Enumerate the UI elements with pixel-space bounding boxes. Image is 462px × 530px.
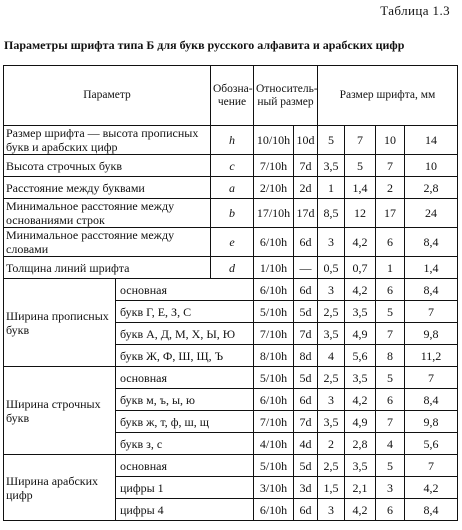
font-size-value: 1	[318, 177, 345, 199]
font-size-value: 4,2	[345, 499, 376, 521]
sub-parameter-name: цифры 4	[116, 499, 254, 521]
relative-size-h: 17/10h	[254, 199, 294, 228]
designation-symbol: d	[211, 257, 254, 279]
header-row	[4, 66, 458, 126]
header-designation: Обозна-чение	[211, 66, 254, 126]
font-size-value: 1,5	[318, 477, 345, 499]
parameter-name: Минимальное расстояние между словами	[4, 228, 211, 257]
table-row	[4, 279, 458, 301]
designation-symbol: e	[211, 228, 254, 257]
font-size-value: 6	[376, 279, 405, 301]
font-size-value: 11,2	[405, 345, 458, 367]
group-name: Ширина прописных букв	[4, 279, 116, 367]
font-size-value: 3,5	[345, 367, 376, 389]
table-row	[4, 367, 458, 389]
parameter-name: Размер шрифта — высота прописных букв и арабских цифр	[4, 126, 211, 155]
relative-size-h: 7/10h	[254, 155, 294, 177]
font-size-value: 7	[405, 455, 458, 477]
font-size-value: 8	[376, 345, 405, 367]
font-size-value: 12	[345, 199, 376, 228]
font-size-value: 8,4	[405, 279, 458, 301]
group-name: Ширина арабских цифр	[4, 455, 116, 521]
relative-size-h: 7/10h	[254, 411, 294, 433]
font-size-value: 8,4	[405, 499, 458, 521]
relative-size-d: 6d	[294, 389, 318, 411]
table-number: Таблица 1.3	[380, 3, 450, 18]
font-size-value: 3	[376, 477, 405, 499]
designation-symbol: b	[211, 199, 254, 228]
font-size-value: 1	[376, 257, 405, 279]
font-size-value: 6	[376, 389, 405, 411]
font-size-value: 14	[405, 126, 458, 155]
font-size-value: 3,5	[345, 301, 376, 323]
header-parameter: Параметр	[4, 66, 211, 126]
font-size-value: 4,9	[345, 411, 376, 433]
relative-size-h: 10/10h	[254, 126, 294, 155]
font-size-value: 4,2	[345, 228, 376, 257]
font-size-value: 4,9	[345, 323, 376, 345]
font-size-value: 3,5	[318, 411, 345, 433]
font-size-value: 10	[376, 126, 405, 155]
font-size-value: 0,7	[345, 257, 376, 279]
relative-size-d: 4d	[294, 433, 318, 455]
relative-size-d: —	[294, 257, 318, 279]
font-size-value: 1,4	[405, 257, 458, 279]
sub-parameter-name: букв ж, т, ф, ш, щ	[116, 411, 254, 433]
font-size-value: 2,5	[318, 455, 345, 477]
relative-size-d: 3d	[294, 477, 318, 499]
parameter-name: Толщина линий шрифта	[4, 257, 211, 279]
relative-size-d: 17d	[294, 199, 318, 228]
relative-size-h: 3/10h	[254, 477, 294, 499]
parameter-name: Высота строчных букв	[4, 155, 211, 177]
font-size-value: 2,1	[345, 477, 376, 499]
table-row	[4, 177, 458, 199]
font-size-value: 4	[376, 433, 405, 455]
font-size-value: 9,8	[405, 411, 458, 433]
relative-size-h: 7/10h	[254, 323, 294, 345]
font-size-value: 4,2	[405, 477, 458, 499]
font-size-value: 2,5	[318, 367, 345, 389]
relative-size-d: 2d	[294, 177, 318, 199]
table-row	[4, 228, 458, 257]
parameter-name: Расстояние между буквами	[4, 177, 211, 199]
font-size-value: 6	[376, 499, 405, 521]
group-name: Ширина строчных букв	[4, 367, 116, 455]
font-size-value: 4,2	[345, 279, 376, 301]
relative-size-d: 6d	[294, 499, 318, 521]
font-size-value: 2,5	[318, 301, 345, 323]
table-row	[4, 455, 458, 477]
font-size-value: 7	[376, 323, 405, 345]
font-size-value: 4	[318, 345, 345, 367]
relative-size-h: 1/10h	[254, 257, 294, 279]
relative-size-d: 6d	[294, 228, 318, 257]
sub-parameter-name: букв Г, Е, З, С	[116, 301, 254, 323]
designation-symbol: c	[211, 155, 254, 177]
relative-size-h: 6/10h	[254, 389, 294, 411]
font-size-value: 2,8	[405, 177, 458, 199]
relative-size-d: 7d	[294, 411, 318, 433]
font-size-value: 3	[318, 228, 345, 257]
table-row	[4, 257, 458, 279]
font-size-value: 2	[318, 433, 345, 455]
relative-size-d: 5d	[294, 301, 318, 323]
relative-size-h: 6/10h	[254, 228, 294, 257]
table-title: Параметры шрифта типа Б для букв русского алфавита и арабских цифр	[4, 38, 405, 52]
font-size-value: 3,5	[345, 455, 376, 477]
table-row	[4, 199, 458, 228]
font-size-value: 10	[405, 155, 458, 177]
relative-size-h: 5/10h	[254, 455, 294, 477]
sub-parameter-name: основная	[116, 279, 254, 301]
font-size-value: 3	[318, 389, 345, 411]
sub-parameter-name: букв А, Д, М, Х, Ы, Ю	[116, 323, 254, 345]
font-size-value: 5	[376, 367, 405, 389]
font-size-value: 7	[376, 411, 405, 433]
relative-size-d: 6d	[294, 279, 318, 301]
font-size-value: 3	[318, 279, 345, 301]
sub-parameter-name: букв м, ъ, ы, ю	[116, 389, 254, 411]
table-row	[4, 126, 458, 155]
relative-size-h: 2/10h	[254, 177, 294, 199]
font-size-value: 3	[318, 499, 345, 521]
relative-size-h: 4/10h	[254, 433, 294, 455]
font-size-value: 5,6	[345, 345, 376, 367]
relative-size-d: 10d	[294, 126, 318, 155]
relative-size-h: 6/10h	[254, 499, 294, 521]
relative-size-d: 5d	[294, 455, 318, 477]
font-size-value: 2	[376, 177, 405, 199]
sub-parameter-name: основная	[116, 455, 254, 477]
font-size-value: 8,5	[318, 199, 345, 228]
designation-symbol: h	[211, 126, 254, 155]
font-size-value: 5	[376, 455, 405, 477]
relative-size-h: 6/10h	[254, 279, 294, 301]
font-size-value: 8,4	[405, 389, 458, 411]
font-size-value: 5	[376, 301, 405, 323]
font-size-value: 5	[318, 126, 345, 155]
font-size-value: 7	[345, 126, 376, 155]
font-size-value: 6	[376, 228, 405, 257]
font-size-value: 9,8	[405, 323, 458, 345]
font-size-value: 4,2	[345, 389, 376, 411]
sub-parameter-name: букв з, с	[116, 433, 254, 455]
font-size-value: 5,6	[405, 433, 458, 455]
designation-symbol: a	[211, 177, 254, 199]
parameter-name: Минимальное расстояние между основаниями строк	[4, 199, 211, 228]
font-parameters-table	[3, 65, 458, 521]
relative-size-h: 8/10h	[254, 345, 294, 367]
font-size-value: 2,8	[345, 433, 376, 455]
font-size-value: 7	[405, 301, 458, 323]
relative-size-d: 8d	[294, 345, 318, 367]
table-row	[4, 155, 458, 177]
font-size-value: 1,4	[345, 177, 376, 199]
header-font-size: Размер шрифта, мм	[318, 66, 458, 126]
sub-parameter-name: цифры 1	[116, 477, 254, 499]
relative-size-d: 5d	[294, 367, 318, 389]
font-size-value: 0,5	[318, 257, 345, 279]
header-relative-size: Относитель-ный размер	[254, 66, 318, 126]
font-size-value: 24	[405, 199, 458, 228]
sub-parameter-name: букв Ж, Ф, Ш, Щ, Ъ	[116, 345, 254, 367]
font-size-value: 5	[345, 155, 376, 177]
relative-size-d: 7d	[294, 323, 318, 345]
font-size-value: 3,5	[318, 155, 345, 177]
relative-size-h: 5/10h	[254, 301, 294, 323]
font-size-value: 17	[376, 199, 405, 228]
font-size-value: 8,4	[405, 228, 458, 257]
relative-size-h: 5/10h	[254, 367, 294, 389]
sub-parameter-name: основная	[116, 367, 254, 389]
font-size-value: 7	[376, 155, 405, 177]
relative-size-d: 7d	[294, 155, 318, 177]
font-size-value: 3,5	[318, 323, 345, 345]
font-size-value: 7	[405, 367, 458, 389]
